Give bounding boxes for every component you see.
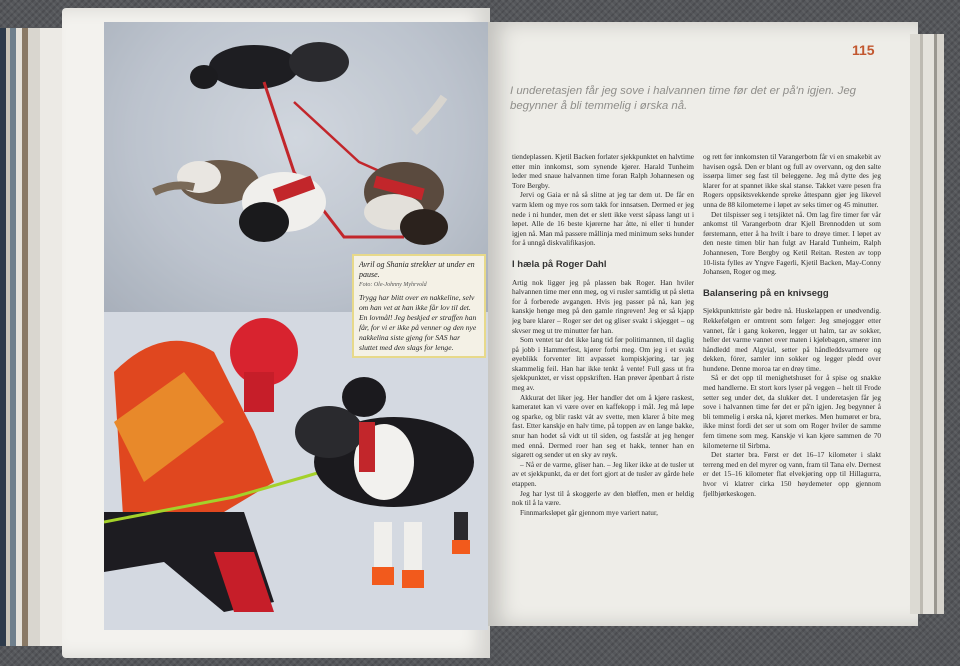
caption-title: Avril og Shania strekker ut under en pause. (359, 260, 475, 279)
paragraph: Akkurat det liker jeg. Her handler det om å kjøre raskest, kameratet kan vi være over en kaffekopp i mål. Jeg må løpe og sparke, og blir raskt vát av svette, men klarer å bite meg fast. Etter kanskje en halv time, på toppen av en lange bakke, snur han hodet så vidt ut til siden, og fastslår at jeg henger med ennå. Dermed roer han seg et hakk, tenner han en sigarett og sender ut en sky av røyk. (512, 392, 694, 460)
photo-musher-with-dog (104, 312, 488, 630)
paragraph: Artig nok ligger jeg på plassen bak Roger. Han hviler halvannen time mer enn meg, og vi rusler samtidig ut på sletta for å forberede avgangen. Hvis jeg passer på nå, kan jeg kanskje henge meg på den gamle ringreven! Jeg er så kjapp jeg bare klarer – Roger ser det og gliser svakt i skjegget – og skvser meg ut tre minutter før han. (512, 277, 694, 335)
section-heading: Balansering på en knivsegg (703, 287, 829, 299)
book-page-edges-right (910, 34, 944, 614)
musher-illustration (104, 312, 488, 630)
book-page-edges-left (0, 28, 62, 646)
page-number: 115 (852, 42, 875, 58)
paragraph: Som ventet tar det ikke lang tid før politimannen, til daglig på jobb i Hammerfest, kjører forbi meg. Om jeg i et svakt øyeblikk forventer litt avpasset kompiskjøring, tar jeg skammelig feil. Han har ikke tenkt å vente! Full gass ut fra sjekkpunktet, er visst oppskriften. Han prøver åpenbart å riste meg av. (512, 335, 694, 393)
caption-credit: Foto: Ole-Johnny Myhrvold (359, 282, 427, 288)
text-column-right (703, 152, 881, 612)
pull-quote: I underetasjen får jeg sove i halvannen time før det er på'n igjen. Jeg begynner å bli temmelig i ørska nå. (510, 85, 856, 112)
paragraph: Jeg har lyst til å skoggerle av den bløffen, men er heldig nok til å la være. (512, 488, 694, 508)
paragraph: – Nå er de varme, gliser han. – Jeg liker ikke at de tusler ut av et sjekkpunkt, da er det fort gjort at de tusler av gårde hele etappen. (512, 459, 694, 488)
paragraph: Finnmarksløpet går gjennom mye variert natur, (520, 507, 658, 517)
section-heading: I hæla på Roger Dahl (512, 258, 607, 270)
paragraph: Så er det opp til menighetshuset for å spise og snakke med handlerne. Et stort kors lyser på veggen – helt til Frode setter seg under det, da slukker det. I underetasjen får jeg sove i halvannen time før det er på'n igjen. Jeg begynner å bli temmelig i ørska nå, kjøret merkes. Men humøret er bra, ikke minst fordi det ser ut som om Roger hviler de samme fem timene som meg. Kanskje vi kan kjøre sammen de 70 kilometerne til Sirbma. (703, 373, 881, 450)
paragraph: Det starter bra. Først er det 16–17 kilometer i slakt terreng med en del myrer og vann, fram til Tana elv. Dernest er det 15–16 kilometer flat elvekjøring opp til Hillagurra, hvor vi klatrer cirka 150 høydemeter opp gjennom fjellbjørkeskogen. (703, 450, 881, 498)
paragraph: og rett før innkomsten til Varangerbotn får vi en smakebit av havisen også. Den er blant og full av overvann, og den salte issørpa limer seg fast til beleggene. Jeg må dytte des jeg klarer for at spannet ikke skal stanse. Takket være pesen fra Rogers oppsiktsvekkende spreke åttespann gjør jeg likevel unna de 88 kilometerne i løpet av seks timer og 45 minutter. (703, 152, 881, 209)
text-column-left (512, 152, 694, 612)
caption-text: Trygg har blitt over en nakkeline, selv om han vet at han ikke får lov til det. En lovmål! Jeg beskjed er straffen han får, for vi er ikke på venner og den nye nakkelina siste gjeng for SAS har sluttet med den slags for lenge. (359, 293, 477, 352)
paragraph: Det tilspisser seg i tetsjiktet nå. Om lag fire timer før vår ankomst til Varangerbotn drar Kjell Brennodden ut som førstemann, etter å ha hvilt i bare to drøye timer. I løpet av den neste timen blir han fulgt av Harald Tunheim, Ralph Johannesen, Tore Bergby og Ketil Reitan. Resten av topp 10-lista fylles av Yngve Fagerli, Kjetil Backen, May-Conny Johansen, Roger og meg. (703, 209, 881, 277)
paragraph: tiendeplassen. Kjetil Backen forlater sjekkpunktet en halvtime etter min innkomst, som synende kjører. Harald Tunheim leder med snaue halvannen time foran Ralph Johannesen og Tore Bergby. (512, 152, 694, 190)
photo-caption (352, 254, 486, 358)
paragraph: Sjekkpunkttriste går bedre nå. Huskelappen er unødvendig. Rekkefølgen er omtrent som følger: Jeg smøjogger etter vannet, får i gang kokeren, legger ut halm, tar av sokker, heller det varme vannet over maten i kjølebagen, smører inn håndledd med Algvial, setter på håndleddsvarmere og dekken, fórer, samler inn sokker og legger pledd over hundene. Denne moroa tar en drøy time. (703, 306, 881, 373)
paragraph: Jervi og Gaia er nå så slitne at jeg tar dem ut. De får en varm klem og mye ros som takk for innsatsen. Dermed er jeg nede i ni hunder, men det er slett ikke verst såpass langt ut i løpet. Alle de 16 beste kjørerne har åtte, ni eller ti hunder igjen nå. Man må passere mållinja med minimum seks hunder for å unngå diskvalifikasjon. (512, 190, 694, 248)
